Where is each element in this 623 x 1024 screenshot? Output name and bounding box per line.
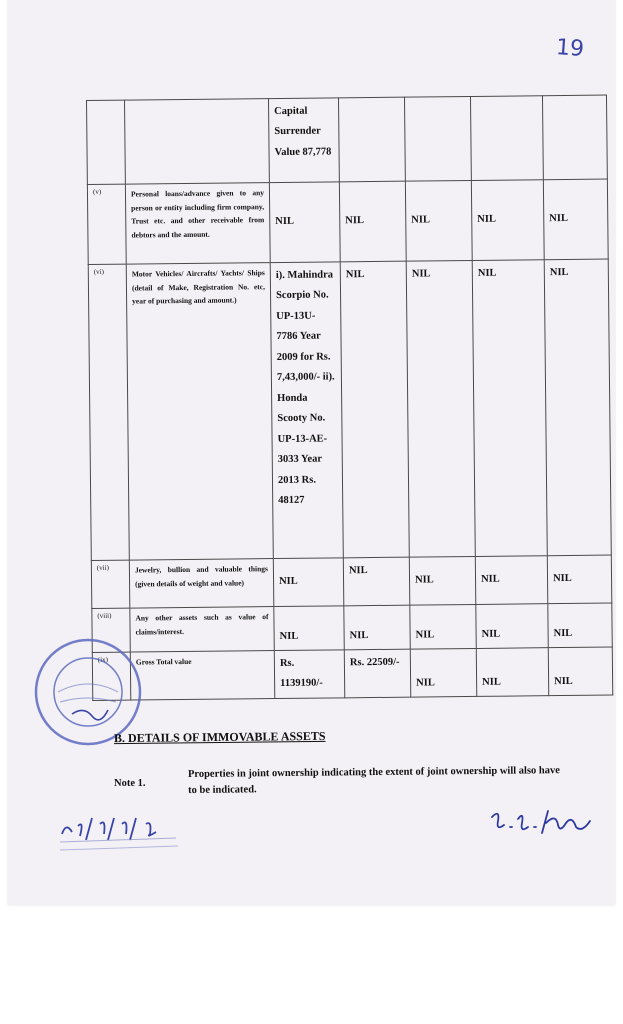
value-cell: NIL [476,604,548,649]
value-cell: NIL [339,181,406,262]
value-cell: NIL [405,180,472,261]
row-description: Any other assets such as value of claims/interest. [130,607,274,653]
value-cell: NIL [269,182,340,263]
document-page [8,0,615,905]
value-cell: NIL [344,605,410,650]
value-cell [542,95,607,180]
value-cell: NIL [409,556,475,605]
value-cell: NIL [543,179,608,260]
assets-table [86,95,613,701]
value-cell: NIL [547,555,611,604]
value-cell: NIL [410,604,476,649]
table-row [87,95,608,184]
notary-register-mark [56,808,196,858]
row-description: Jewelry, bullion and valuable things (given details of weight and value) [129,559,273,609]
value-cell [338,97,405,182]
value-cell: NIL [475,556,547,605]
value-cell: NIL [544,259,611,556]
value-cell: Rs. 22509/- [344,649,410,698]
value-cell: NIL [548,647,612,696]
row-number: (vii) [91,560,130,608]
row-number: (vi) [88,264,129,560]
table-row [87,179,608,264]
row-number: (ix) [92,652,131,700]
value-cell: NIL [471,180,544,261]
table-row [91,555,611,608]
value-cell: Rs. 1139190/- [274,650,344,699]
signature [486,805,596,841]
row-number: (v) [87,184,126,264]
section-heading: B. DETAILS OF IMMOVABLE ASSETS [113,728,326,746]
row-description: Personal loans/advance given to any person or entity including firm company, Trust etc. and other receivable from debtors and the amount. [125,183,270,265]
table-row [92,647,612,700]
table-row [92,603,612,652]
value-cell [404,96,471,181]
value-cell: NIL [273,558,343,607]
value-cell: NIL [406,260,475,557]
row-description: Gross Total value [130,651,274,701]
value-cell: NIL [410,648,476,697]
value-cell [470,96,543,181]
value-cell: NIL [476,648,548,697]
page-number: 19 [555,35,585,62]
note-text: Properties in joint ownership indicating the extent of joint ownership will also have to be indicated. [187,765,560,796]
value-cell: NIL [274,606,344,651]
value-cell: NIL [548,603,612,648]
row-description: Motor Vehicles/ Aircrafts/ Yachts/ Ships (detail of Make, Registration No. etc, year of purchasing and amount.) [126,263,273,560]
value-cell: NIL [340,261,409,558]
value-cell: NIL [472,260,547,557]
value-cell: Capital Surrender Value 87,778 [268,98,339,183]
row-number [87,100,126,184]
note-label: Note 1. [114,778,146,789]
value-cell: i). Mahindra Scorpio No. UP-13U-7786 Year 2009 for Rs. 7,43,000/- ii). Honda Scooty No. UP-13-AE-3033 Year 2013 Rs. 48127 [270,262,343,559]
table-row [88,259,611,560]
row-number: (viii) [92,608,130,652]
value-cell: NIL [343,557,409,606]
row-description [125,99,270,185]
